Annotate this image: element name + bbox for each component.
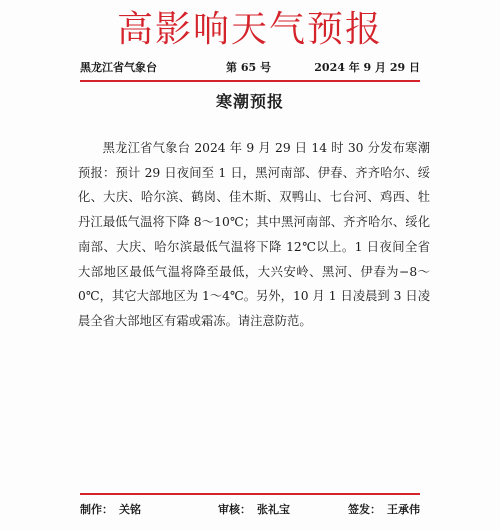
signer-credit xyxy=(348,502,420,518)
issue-number: 第 65 号 xyxy=(226,61,271,74)
issuer-name: 黑龙江省气象台 xyxy=(80,61,157,74)
signer-name: 王承伟 xyxy=(387,503,420,516)
author-credit xyxy=(80,502,141,518)
signer-label: 签发： xyxy=(348,503,381,516)
signature-row xyxy=(80,502,420,518)
masthead-title: 高影响天气预报 xyxy=(116,9,383,50)
footer-divider xyxy=(80,493,420,495)
document-title: 寒潮预报 xyxy=(215,92,284,111)
header-divider xyxy=(80,80,420,82)
reviewer-name: 张礼宝 xyxy=(257,503,290,516)
forecast-body-text: 黑龙江省气象台 2024 年 9 月 29 日 14 时 30 分发布寒潮预报：预计 29 日夜间至 1 日，黑河南部、伊春、齐齐哈尔、绥化、大庆、哈尔滨、鹤岗、佳木斯、双鸭山、七台河、鸡西、牡丹江最低气温将下降 8～10℃；其中黑河南部、齐齐哈尔、绥化南部、大庆、哈尔滨最低气温将下降 12℃以上。1 日夜间全省大部地区最低气温将降至最低，大兴安岭、黑河、伊春为−8～0℃，其它大部地区为 1～4℃。另外，10 月 1 日凌晨到 3 日凌晨全省大部地区有霜或霜冻。请注意防范。 xyxy=(78,141,430,328)
reviewer-credit xyxy=(218,502,290,518)
reviewer-label: 审核： xyxy=(218,503,251,516)
issue-date: 2024 年 9 月 29 日 xyxy=(314,61,420,74)
bulletin-meta-row xyxy=(80,60,420,76)
author-label: 制作： xyxy=(80,503,113,516)
author-name: 关铭 xyxy=(119,503,141,516)
